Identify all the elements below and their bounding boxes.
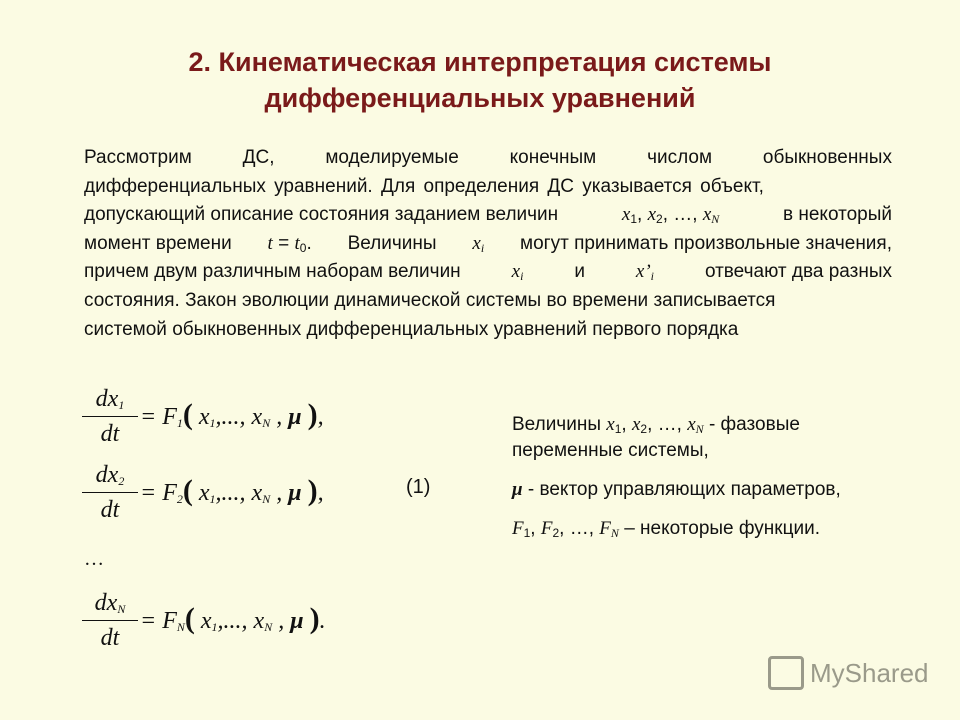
slide-title bbox=[80, 44, 880, 116]
watermark-logo-icon bbox=[768, 656, 804, 690]
intro-paragraph bbox=[84, 144, 892, 344]
watermark bbox=[768, 656, 929, 690]
paragraph-line-4: момент времени $t = t_0$. Величины $x_i$ могут принимать произвольные значения, bbox=[84, 232, 892, 255]
definition-functions: $F_1$, $F_2$, …, $F_N$ – некоторые функции. bbox=[512, 518, 821, 540]
paragraph-line-2: дифференциальных уравнений. Для определения ДС указывается объект, bbox=[84, 175, 764, 197]
definition-mu: μ - вектор управляющих параметров, bbox=[512, 479, 841, 500]
paragraph-line-7: системой обыкновенных дифференциальных уравнений первого порядка bbox=[84, 318, 739, 340]
paragraph-line-5: причем двум различным наборам величин $x_i$ и $x’_i$ отвечают два разных bbox=[84, 261, 892, 284]
paragraph-line-1: Рассмотрим ДС, моделируемые конечным числом обыкновенных bbox=[84, 147, 892, 168]
title-line-2: дифференциальных уравнений bbox=[264, 83, 696, 113]
definition-phase-variables: Величины $x_1$, $x_2$, …, $x_N$ - фазовые переменные системы, bbox=[512, 414, 800, 461]
equation-number: (1) bbox=[406, 476, 431, 498]
title-line-1: 2. Кинематическая интерпретация системы bbox=[188, 47, 772, 77]
watermark-text: MyShared bbox=[810, 657, 929, 688]
ellipsis: … bbox=[84, 548, 104, 570]
paragraph-line-3: допускающий описание состояния заданием величин $x_1$, $x_2$, …, $x_N$ в некоторый bbox=[84, 204, 892, 227]
paragraph-line-6: состояния. Закон эволюции динамической системы во времени записывается bbox=[84, 289, 776, 311]
definitions-block bbox=[512, 412, 872, 555]
